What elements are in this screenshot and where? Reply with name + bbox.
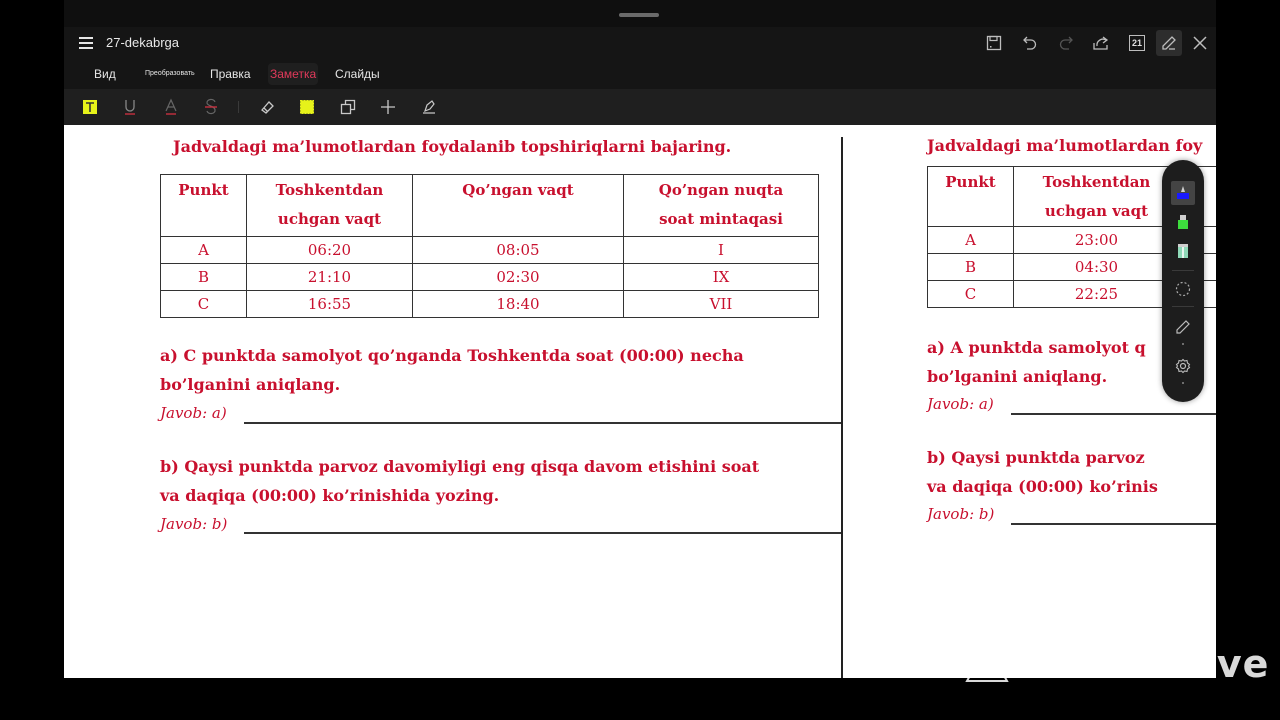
table-cell: 06:20 <box>247 237 413 264</box>
page-number-icon[interactable] <box>1125 31 1149 55</box>
text-color-icon[interactable] <box>161 97 181 117</box>
blue-pen-icon[interactable] <box>1171 181 1195 205</box>
answer-a-label: Javob: a) <box>927 395 994 413</box>
question-a <box>160 341 744 399</box>
pencil-options-dot <box>1182 343 1184 345</box>
header-punkt: Punkt <box>161 175 247 237</box>
left-heading: Jadvaldagi ma’lumotlardan foydalanib topshiriqlarni bajaring. <box>173 137 732 156</box>
pencil-icon[interactable] <box>1171 315 1195 339</box>
answer-b-label: Javob: b) <box>927 505 995 523</box>
pen-settings-icon[interactable] <box>419 97 439 117</box>
pen-tool-panel <box>1162 160 1204 402</box>
left-data-table <box>160 174 819 318</box>
answer-a-label: Javob: a) <box>160 404 227 422</box>
strikethrough-icon[interactable] <box>201 97 221 117</box>
table-cell: B <box>161 264 247 291</box>
table-cell: VII <box>624 291 819 318</box>
note-app <box>64 0 1216 678</box>
page-badge: 21 <box>1129 35 1145 51</box>
header-departure: Toshkentdan uchgan vaqt <box>1014 167 1180 227</box>
close-icon[interactable] <box>1188 31 1212 55</box>
toolbar-divider <box>238 101 239 113</box>
drag-handle[interactable] <box>619 13 659 17</box>
question-b-line-1: b) Qaysi punktda parvoz davomiyligi eng qisqa davom etishini soat <box>160 457 760 476</box>
menu-bar <box>64 63 1216 85</box>
header-landing-time: Qo’ngan vaqt <box>413 175 624 237</box>
panel-divider <box>1172 270 1194 271</box>
prism-live-watermark: PRISM Live <box>1022 642 1270 686</box>
question-a-line-2: bo’lganini aniqlang. <box>160 375 341 394</box>
annotation-toolbar <box>64 89 1216 125</box>
question-b-line-2: va daqiqa (00:00) ko’rinis <box>927 477 1158 496</box>
table-cell: 02:30 <box>413 264 624 291</box>
answer-a-line[interactable] <box>244 422 841 424</box>
question-b <box>927 443 1158 501</box>
copy-shape-icon[interactable] <box>338 97 358 117</box>
table-cell: 23:00 <box>1014 227 1180 254</box>
menu-slides[interactable]: Слайды <box>335 67 380 81</box>
document-page[interactable] <box>64 125 1216 678</box>
answer-b-line[interactable] <box>1011 523 1216 525</box>
header-timezone: Qo’ngan nuqta soat mintaqasi <box>624 175 819 237</box>
menu-view[interactable]: Вид <box>94 67 116 81</box>
prism-logo-icon <box>965 643 1009 683</box>
table-header-row <box>161 175 819 237</box>
highlight-text-icon[interactable] <box>80 97 100 117</box>
table-cell: 08:05 <box>413 237 624 264</box>
title-actions <box>64 31 1216 55</box>
undo-icon[interactable] <box>1018 31 1042 55</box>
underline-icon[interactable] <box>120 97 140 117</box>
question-a-line-2: bo’lganini aniqlang. <box>927 367 1108 386</box>
question-b <box>160 452 759 510</box>
pen-mode-icon[interactable] <box>1156 30 1182 56</box>
answer-b-label: Javob: b) <box>160 515 228 533</box>
lasso-select-icon[interactable] <box>297 97 317 117</box>
status-bar <box>64 0 1216 27</box>
save-icon[interactable] <box>982 31 1006 55</box>
title-bar <box>64 27 1216 89</box>
question-a-line-1: a) C punktda samolyot qo’nganda Toshkentda soat (00:00) necha <box>160 346 744 365</box>
answer-a-line[interactable] <box>1011 413 1216 415</box>
answer-b-line[interactable] <box>244 532 841 534</box>
share-icon[interactable] <box>1089 31 1113 55</box>
teal-marker-icon[interactable] <box>1171 239 1195 263</box>
table-cell: 22:25 <box>1014 281 1180 308</box>
settings-icon[interactable] <box>1171 354 1195 378</box>
lasso-icon[interactable] <box>1171 277 1195 301</box>
header-departure: Toshkentdan uchgan vaqt <box>247 175 413 237</box>
page-divider <box>841 137 843 678</box>
header-punkt: Punkt <box>928 167 1014 227</box>
panel-divider <box>1172 306 1194 307</box>
table-cell: C <box>161 291 247 318</box>
right-heading: Jadvaldagi ma’lumotlardan foy <box>927 136 1203 155</box>
table-cell: 21:10 <box>247 264 413 291</box>
redo-icon[interactable] <box>1054 31 1078 55</box>
eraser-icon[interactable] <box>257 97 277 117</box>
menu-edit[interactable]: Правка <box>210 67 251 81</box>
question-b-line-1: b) Qaysi punktda parvoz <box>927 448 1145 467</box>
table-cell: A <box>928 227 1014 254</box>
table-cell: 16:55 <box>247 291 413 318</box>
green-highlighter-icon[interactable] <box>1171 210 1195 234</box>
table-row <box>161 237 819 264</box>
menu-convert[interactable]: Преобразовать <box>145 70 195 77</box>
settings-options-dot <box>1182 382 1184 384</box>
table-cell: B <box>928 254 1014 281</box>
add-icon[interactable] <box>378 97 398 117</box>
table-row <box>161 264 819 291</box>
question-a <box>927 333 1146 391</box>
table-cell: 04:30 <box>1014 254 1180 281</box>
table-cell: C <box>928 281 1014 308</box>
table-cell: 18:40 <box>413 291 624 318</box>
question-b-line-2: va daqiqa (00:00) ko’rinishida yozing. <box>160 486 500 505</box>
document-title: 27-dekabrga <box>106 35 179 50</box>
table-cell: I <box>624 237 819 264</box>
question-a-line-1: a) A punktda samolyot q <box>927 338 1146 357</box>
menu-note[interactable]: Заметка <box>268 63 318 85</box>
table-cell: A <box>161 237 247 264</box>
table-row <box>161 291 819 318</box>
table-cell: IX <box>624 264 819 291</box>
